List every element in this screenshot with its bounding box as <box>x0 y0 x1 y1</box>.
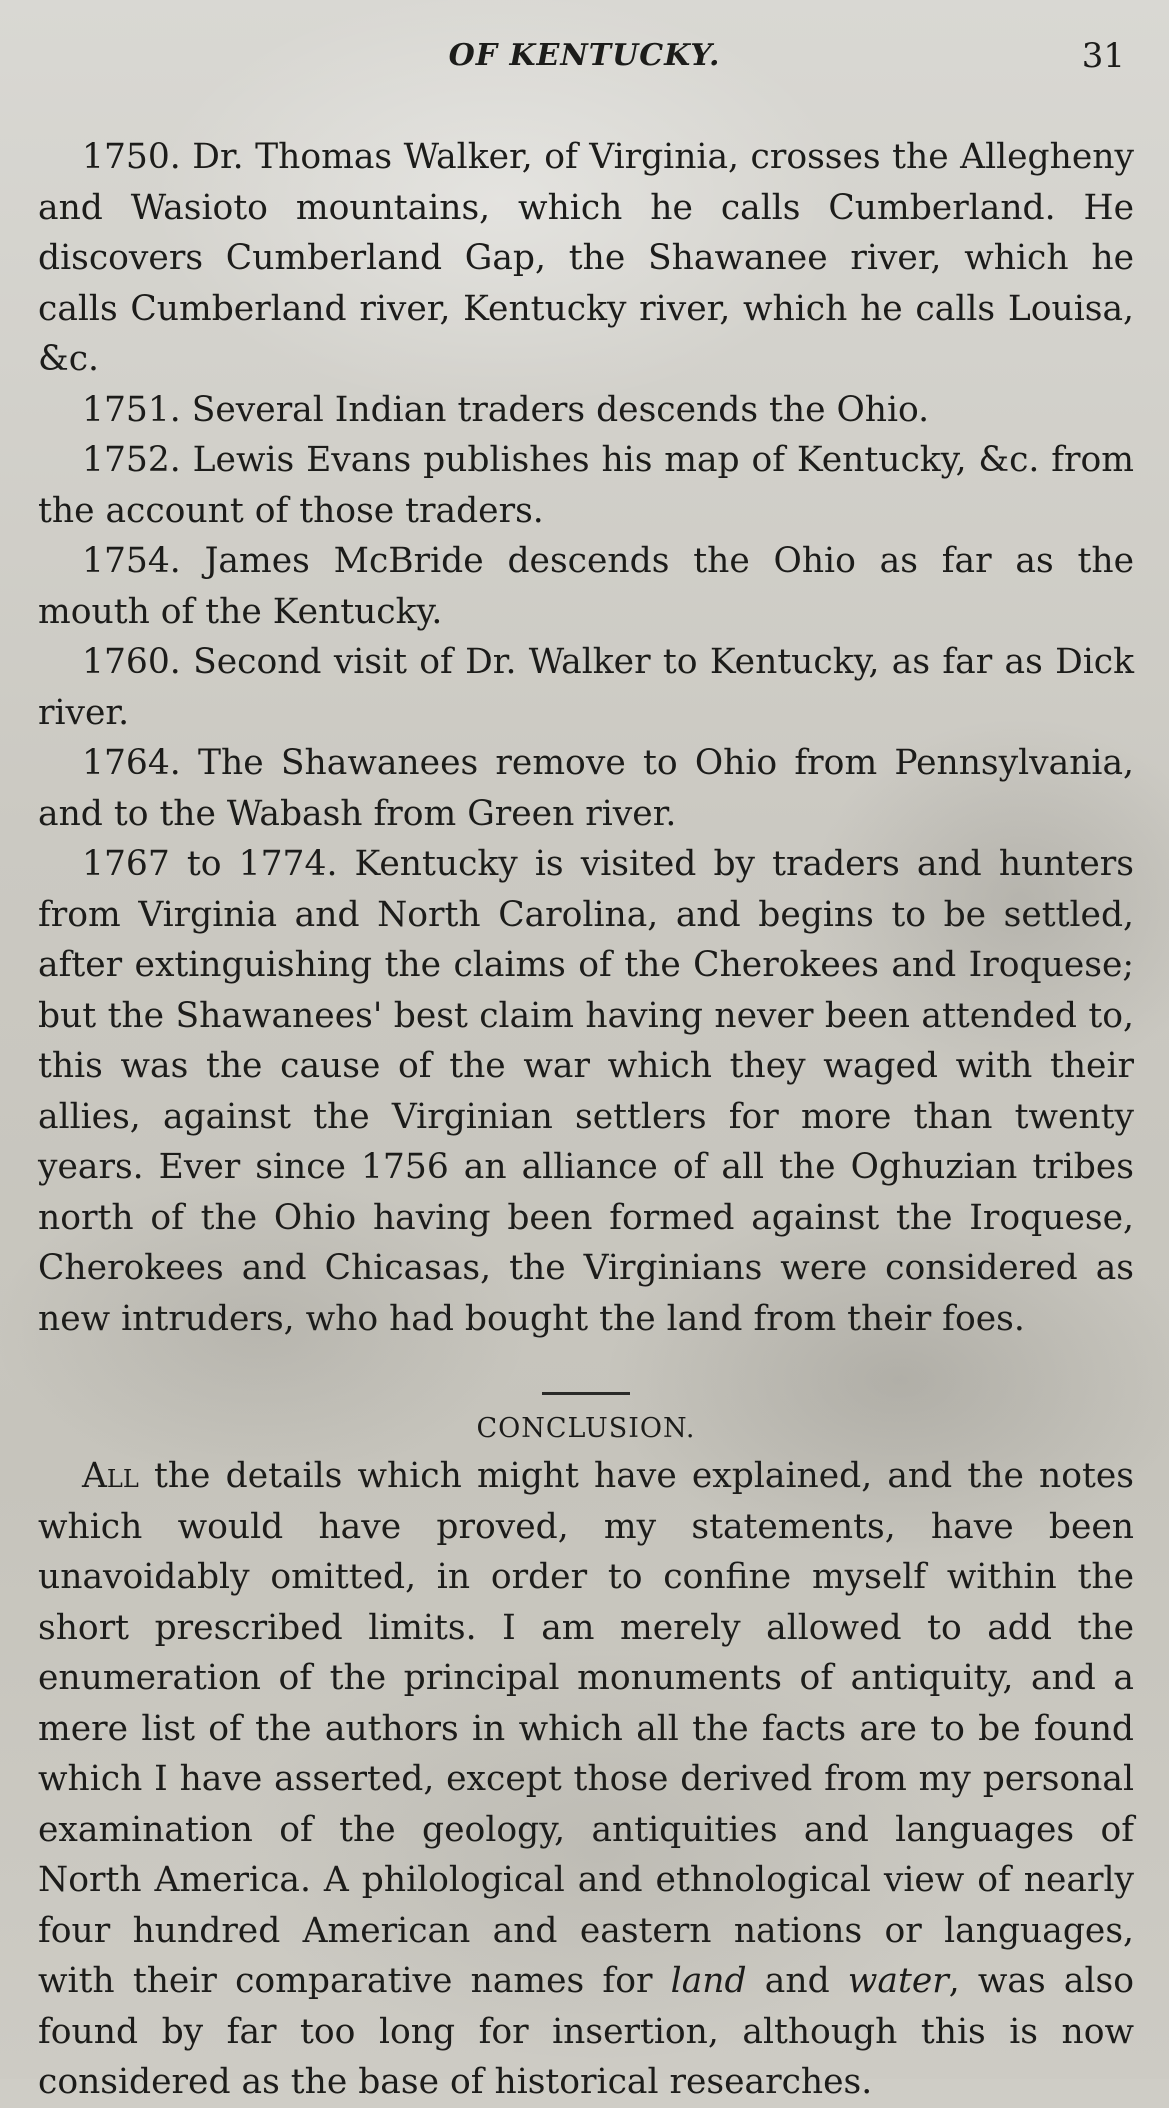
chronology-entry-1760: 1760. Second visit of Dr. Walker to Kentucky, as far as Dick river. <box>38 642 1134 733</box>
conclusion-text-part-2: , was also found by far too long for insertion, although this is now considered as the base of historical researches. <box>38 1961 1134 2102</box>
chronology-entry-1752: 1752. Lewis Evans publishes his map of Kentucky, &c. from the account of those traders. <box>38 440 1134 531</box>
running-head: OF KENTUCKY. <box>448 38 721 73</box>
section-divider <box>542 1392 630 1395</box>
conclusion-text-part-1: the details which might have explained, and the notes which would have proved, my statements, have been unavoidably omitted, in order to confine myself within the short prescribed limits. I am merely allowed to add the enumeration of the principal monuments of antiquity, and a mere list of the authors in which all the facts are to be found which I have asserted, except those derived from my personal examination of the geology, antiquities and languages of North America. A philological and ethnological view of nearly four hundred American and eastern nations or languages, with their comparative names for <box>38 1456 1134 2001</box>
italic-word-water: water <box>847 1961 949 2001</box>
chronology-entry-1767-1774: 1767 to 1774. Kentucky is visited by traders and hunters from Virginia and North Carolina, and begins to be settled, after extinguishing the claims of the Cherokees and Iroquese; but the Shawanees' best claim having never been attended to, this was the cause of the war which they waged with their allies, against the Virginian settlers for more than twenty years. Ever since 1756 an alliance of all the Oghuzian tribes north of the Ohio having been formed against the Iroquese, Cherokees and Chicasas, the Virginians were considered as new intruders, who had bought the land from their foes. <box>38 844 1134 1339</box>
page-header <box>0 34 1169 84</box>
conclusion-lead-word: All <box>82 1456 139 1496</box>
conclusion-paragraph <box>38 1451 1134 2108</box>
chronology-entry-1751: 1751. Several Indian traders descends the Ohio. <box>82 389 930 430</box>
conclusion-text-and: and <box>746 1961 848 2001</box>
body-text <box>38 132 1134 2108</box>
italic-word-land: land <box>670 1961 747 2001</box>
chronology-entry-1764: 1764. The Shawanees remove to Ohio from Pennsylvania, and to the Wabash from Green river. <box>38 743 1134 834</box>
conclusion-heading: CONCLUSION. <box>476 1413 696 1444</box>
page-number: 31 <box>1081 36 1125 76</box>
chronology-entry-1754: 1754. James McBride descends the Ohio as far as the mouth of the Kentucky. <box>38 541 1134 632</box>
chronology-entry-1750: 1750. Dr. Thomas Walker, of Virginia, crosses the Allegheny and Wasioto mountains, which he calls Cumberland. He discovers Cumberland Gap, the Shawanee river, which he calls Cumberland river, Kentucky river, which he calls Louisa, &c. <box>38 137 1134 379</box>
